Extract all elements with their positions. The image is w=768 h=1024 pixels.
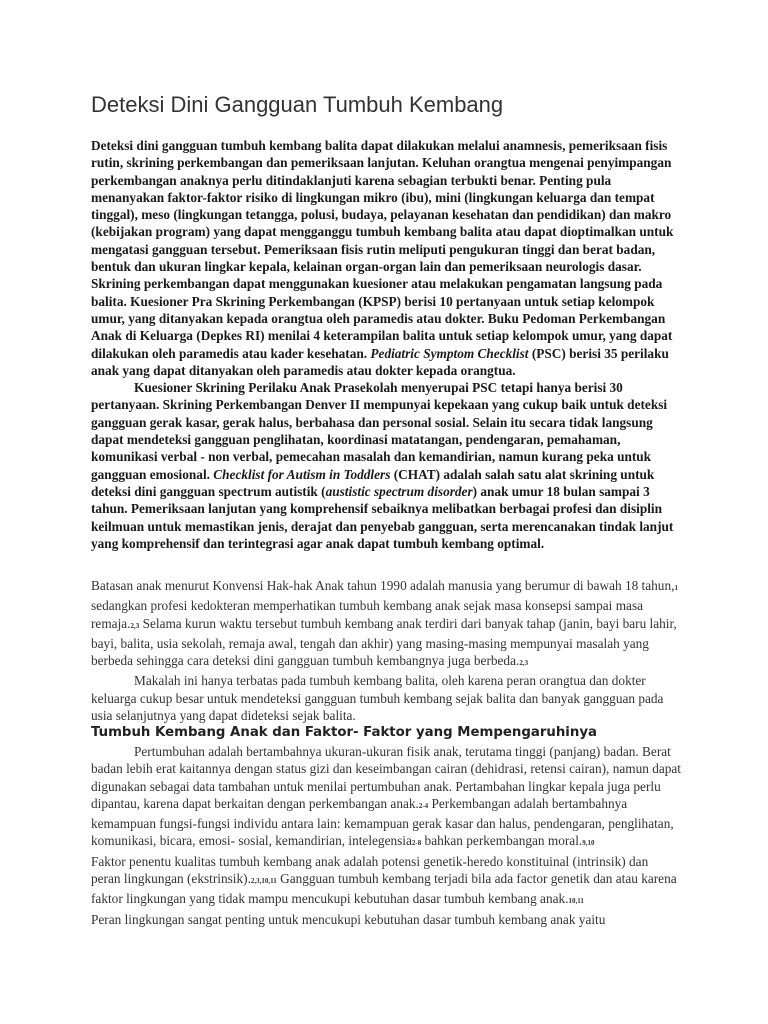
intro-text-block bbox=[91, 137, 681, 552]
intro-p2-text: Kuesioner Skrining Perilaku Anak Prasekolah menyerupai PSC tetapi hanya berisi 30 pertanyaan. Skrining Perkembangan Denver II mempunyai kepekaan yang cukup baik untuk deteksi gangguan gerak kasar, gerak halus, berbahasa dan personal sosial. Selain itu secara tidak langsung dapat mendeteksi gangguan penglihatan, koordinasi matatangan, pendengaran, pemahaman, komunikasi verbal - non verbal, pemecahan masalah dan kemandirian, namun kurang peka untuk gangguan emosional. bbox=[91, 380, 668, 482]
section-p1-text: Pertumbuhan adalah bertambahnya ukuran-ukuran fisik anak, terutama tinggi (panjang) badan. Berat badan lebih erat kaitannya dengan status gizi dan keseimbangan cairan (dehidrasi, retensi cairan), namun dapat digunakan sebagai data tambahan untuk menilai pertumbuhan anak. Pertambahan lingkar kepala juga perlu dipantau, karena dapat berkaitan dengan perkembangan anak. bbox=[91, 744, 681, 811]
page-title: Deteksi Dini Gangguan Tumbuh Kembang bbox=[91, 92, 504, 117]
background-text-block bbox=[91, 577, 681, 724]
section-p2-text-end: Gangguan tumbuh kembang terjadi bila ada factor genetik dan atau karena faktor lingkungan yang tidak mampu mencukupi kebutuhan dasar tumbuh kembang anak. bbox=[91, 871, 677, 907]
citation-ref: 2,3,10,11 bbox=[250, 877, 277, 886]
intro-p2-text-mid: (CHAT) adalah salah satu alat skrining untuk deteksi dini gangguan spectrum autistik ( bbox=[91, 466, 655, 499]
background-p1-text-end: Selama kurun waktu tersebut tumbuh kembang anak terdiri dari banyak tahap (janin, bayi baru lahir, bayi, balita, usia sekolah, remaja awal, tengah dan akhir) yang masing-masing mempunyai masalah yang berbeda sehingga cara deteksi dini gangguan tumbuh kembangnya juga berbeda. bbox=[91, 615, 677, 669]
intro-p1-text: Deteksi dini gangguan tumbuh kembang balita dapat dilakukan melalui anamnesis, pemeriksaan fisis rutin, skrining perkembangan dan pemeriksaan lanjutan. Keluhan orangtua mengenai penyimpangan perkembangan anaknya perlu ditindaklanjuti karena sebagian terbukti benar. Penting pula menanyakan faktor-faktor risiko di lingkungan mikro (ibu), mini (lingkungan keluarga dan tempat tinggal), meso (lingkungan tetangga, polusi, budaya, pelayanan kesehatan dan pendidikan) dan makro (kebijakan program) yang dapat mengganggu tumbuh kembang balita atau dapat dioptimalkan untuk mengatasi gangguan tersebut. Pemeriksaan fisis rutin meliputi pengukuran tinggi dan berat badan, bentuk dan ukuran lingkar kepala, kelainan organ-organ lain dan pemeriksaan neurologis dasar. Skrining perkembangan dapat menggunakan kuesioner atau melakukan pengamatan langsung pada balita. Kuesioner Pra Skrining Perkembangan (KPSP) berisi 10 pertanyaan untuk setiap kelompok umur, yang ditanyakan kepada orangtua oleh paramedis atau dokter. Buku Pedoman Perkembangan Anak di Keluarga (Depkes RI) menilai 4 keterampilan balita untuk setiap kelompok umur, yang dapat dilakukan oleh paramedis atau kader kesehatan. bbox=[91, 138, 674, 361]
citation-ref: 1 bbox=[674, 584, 678, 592]
intro-paragraph-2 bbox=[91, 379, 681, 552]
citation-ref: 2,3 bbox=[130, 621, 140, 630]
section-paragraph-1 bbox=[91, 743, 681, 853]
background-paragraph-1 bbox=[91, 577, 681, 672]
intro-p1-text-end: (PSC) berisi 35 perilaku anak yang dapat ditanyakan oleh paramedis atau dokter kepada orangtua. bbox=[91, 345, 669, 378]
citation-ref: 2-8 bbox=[411, 839, 422, 848]
citation-ref: 2-4 bbox=[418, 801, 429, 810]
section-p1-text-end: bahkan perkembangan moral. bbox=[421, 833, 583, 849]
background-paragraph-2: Makalah ini hanya terbatas pada tumbuh kembang balita, oleh karena peran orangtua dan dokter keluarga cukup besar untuk mendeteksi gangguan tumbuh kembang sejak balita dan banyak gangguan pada usia selanjutnya yang dapat dideteksi sejak balita. bbox=[91, 673, 664, 724]
background-p1-text-mid: sedangkan profesi kedokteran memperhatikan tumbuh kembang anak sejak masa konsepsi sampai masa remaja. bbox=[91, 598, 644, 631]
section-p1-text-mid: Perkembangan adalah bertambahnya kemampuan fungsi-fungsi individu antara lain: kemampuan gerak kasar dan halus, pendengaran, penglihatan, komunikasi, bicara, emosi- sosial, kemandirian, intelegensia bbox=[91, 795, 674, 849]
psc-term: Pediatric Symptom Checklist bbox=[370, 345, 529, 361]
section-p2-text: Faktor penentu kualitas tumbuh kembang anak adalah potensi genetik-heredo konstituinal (intrinsik) dan peran lingkungan (ekstrinsik). bbox=[91, 853, 649, 887]
citation-ref: 10,11 bbox=[568, 897, 584, 906]
section-text-block bbox=[91, 743, 681, 928]
section-paragraph-2 bbox=[91, 853, 681, 911]
intro-paragraph-1 bbox=[91, 137, 681, 379]
intro-p2-text-end: ) anak umur 18 bulan sampai 3 tahun. Pemeriksaan lanjutan yang komprehensif sebaiknya melibatkan berbagai profesi dan disiplin keilmuan untuk memastikan jenis, derajat dan penyebab gangguan, serta merencanakan tindak lanjut yang komprehensif dan terintegrasi agar anak dapat tumbuh kembang optimal. bbox=[91, 483, 674, 551]
section-paragraph-3: Peran lingkungan sangat penting untuk mencukupi kebutuhan dasar tumbuh kembang anak yaitu bbox=[91, 911, 606, 927]
section-heading: Tumbuh Kembang Anak dan Faktor- Faktor yang Mempengaruhinya bbox=[91, 725, 597, 740]
chat-term: Checklist for Autism in Toddlers bbox=[213, 466, 391, 482]
background-p1-text: Batasan anak menurut Konvensi Hak-hak Anak tahun 1990 adalah manusia yang berumur di bawah 18 tahun, bbox=[91, 578, 675, 593]
citation-ref: 2,3 bbox=[519, 659, 529, 668]
citation-ref: 9,10 bbox=[582, 839, 595, 848]
asd-term: austistic spectrum disorder bbox=[325, 483, 473, 499]
